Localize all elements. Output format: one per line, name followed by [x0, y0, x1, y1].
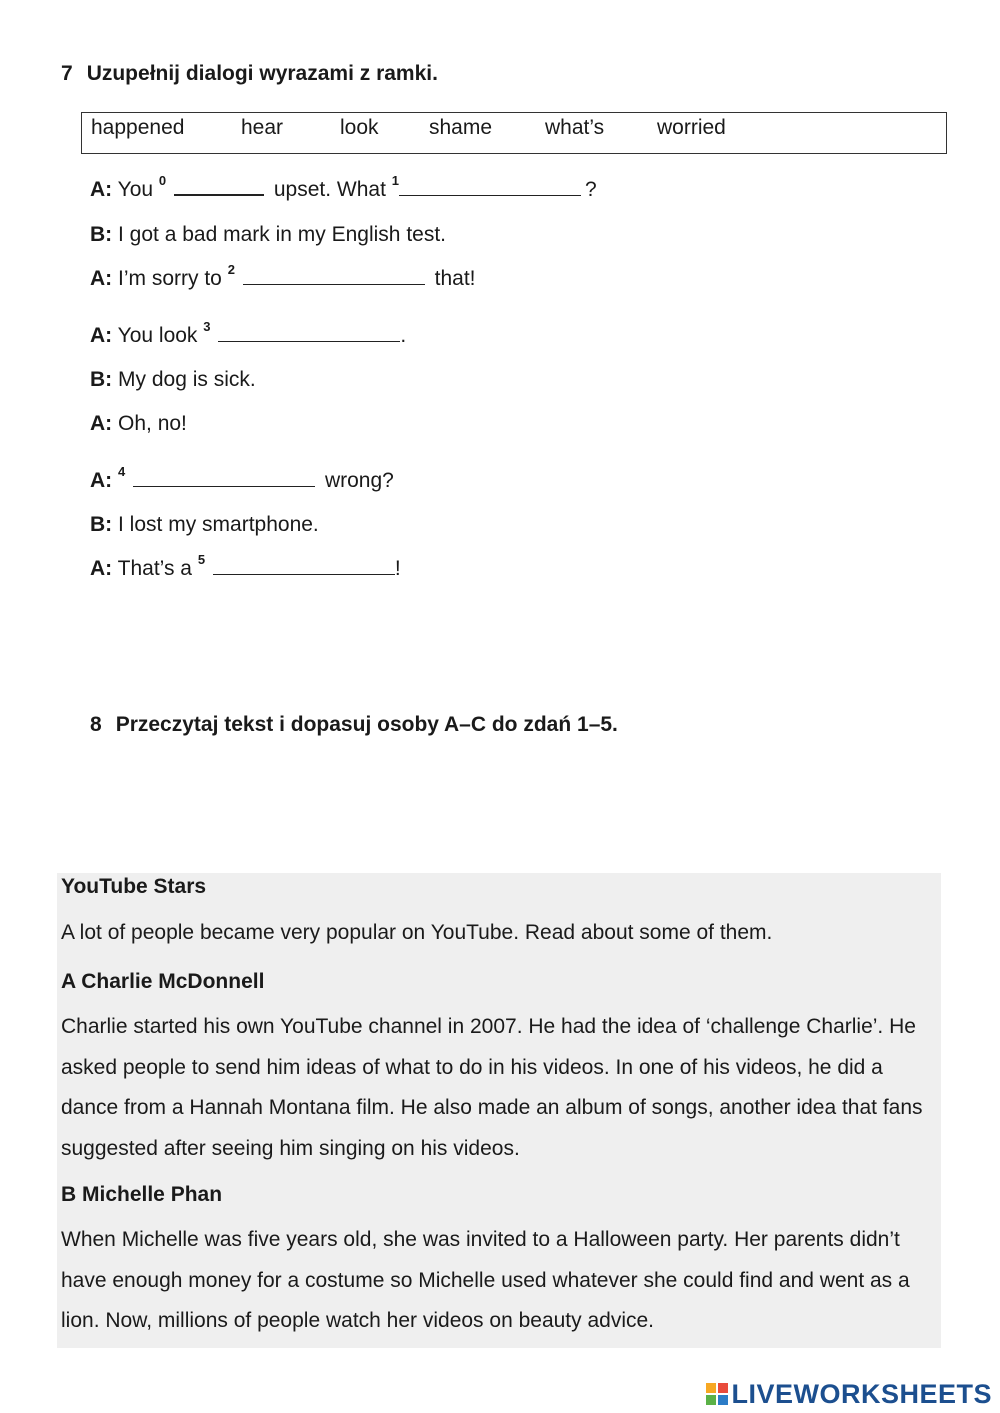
dialogue-line	[90, 412, 187, 436]
word-bank-item: shame	[429, 116, 493, 139]
word-bank-item: happened	[91, 116, 185, 139]
gap-number: 5	[197, 552, 206, 567]
exercise-number: 8	[90, 713, 102, 736]
exercise-8-title	[90, 713, 618, 737]
logo-square	[706, 1395, 716, 1405]
dialogue-line	[90, 173, 597, 202]
exercise-instruction: Przeczytaj tekst i dopasuj osoby A–C do zdań 1–5.	[115, 713, 618, 736]
word-bank-item: look	[340, 116, 379, 139]
dialogue-text: You look	[117, 324, 198, 347]
logo-square	[718, 1383, 728, 1393]
answer-gap-1[interactable]	[399, 179, 581, 196]
dialogue-text: I’m sorry to	[118, 267, 222, 290]
dialogue-text: .	[400, 324, 407, 347]
speaker-label: A:	[90, 557, 113, 580]
speaker-label: B:	[90, 368, 113, 391]
logo-square	[706, 1383, 716, 1393]
gap-number: 0	[158, 173, 167, 188]
liveworksheets-logo	[706, 1378, 992, 1410]
answer-gap-4[interactable]	[133, 470, 315, 487]
word-bank-item: worried	[657, 116, 726, 139]
dialogue-line	[90, 223, 446, 247]
speaker-label: A:	[90, 469, 113, 492]
dialogue-text: Oh, no!	[118, 412, 187, 435]
dialogue-line	[90, 262, 476, 291]
section-heading-b: B Michelle Phan	[61, 1183, 223, 1206]
exercise-instruction: Uzupełnij dialogi wyrazami z ramki.	[86, 62, 438, 85]
exercise-7-title	[61, 62, 438, 86]
gap-number: 1	[391, 173, 399, 188]
dialogue-text: That’s a	[117, 557, 192, 580]
dialogue-text: I lost my smartphone.	[118, 513, 319, 536]
dialogue-line	[90, 464, 394, 493]
answer-gap-2[interactable]	[243, 268, 425, 285]
dialogue-text: My dog is sick.	[118, 368, 256, 391]
gap-number: 4	[118, 464, 126, 479]
answer-gap-0[interactable]	[174, 178, 264, 196]
dialogue-text: that!	[434, 267, 476, 290]
dialogue-text: upset. What	[273, 178, 386, 201]
dialogue-line	[90, 552, 401, 581]
word-bank	[81, 112, 947, 154]
word-bank-item: hear	[241, 116, 284, 139]
logo-square	[718, 1395, 728, 1405]
reading-intro: A lot of people became very popular on YouTube. Read about some of them.	[61, 921, 773, 944]
gap-number: 2	[227, 262, 235, 277]
section-text-a: Charlie started his own YouTube channel in 2007. He had the idea of ‘challenge Charlie’. He asked people to send him ideas of what to do in his videos. In one of his videos, he did a dance from a Hannah Montana film. He also made an album of songs, another idea that fans suggested after seeing him singing on his videos.	[61, 1015, 923, 1160]
dialogue-text: !	[394, 557, 401, 580]
gap-number: 3	[203, 319, 211, 334]
logo-text: LIVEWORKSHEETS	[731, 1378, 992, 1409]
speaker-label: A:	[90, 412, 113, 435]
dialogue-text: ?	[584, 178, 597, 201]
exercise-number: 7	[61, 62, 73, 85]
dialogue-line	[90, 319, 407, 348]
logo-icon	[706, 1383, 728, 1405]
dialogue-line	[90, 368, 256, 392]
section-heading-a: A Charlie McDonnell	[61, 970, 265, 993]
dialogue-text: I got a bad mark in my English test.	[118, 223, 446, 246]
answer-gap-3[interactable]	[218, 325, 400, 342]
section-text-b: When Michelle was five years old, she was invited to a Halloween party. Her parents didn’t have enough money for a costume so Michelle used whatever she could find and went as a lion. Now, millions of people watch her videos on beauty advice.	[61, 1228, 910, 1332]
speaker-label: B:	[90, 223, 113, 246]
reading-passage	[57, 873, 941, 1348]
speaker-label: A:	[90, 324, 113, 347]
word-bank-item: what’s	[545, 116, 605, 139]
dialogue-line	[90, 513, 319, 537]
dialogue-text: You	[117, 178, 154, 201]
dialogue-text: wrong?	[324, 469, 394, 492]
reading-title: YouTube Stars	[61, 875, 207, 898]
answer-gap-5[interactable]	[213, 558, 395, 575]
speaker-label: B:	[90, 513, 113, 536]
speaker-label: A:	[90, 267, 113, 290]
speaker-label: A:	[90, 178, 113, 201]
